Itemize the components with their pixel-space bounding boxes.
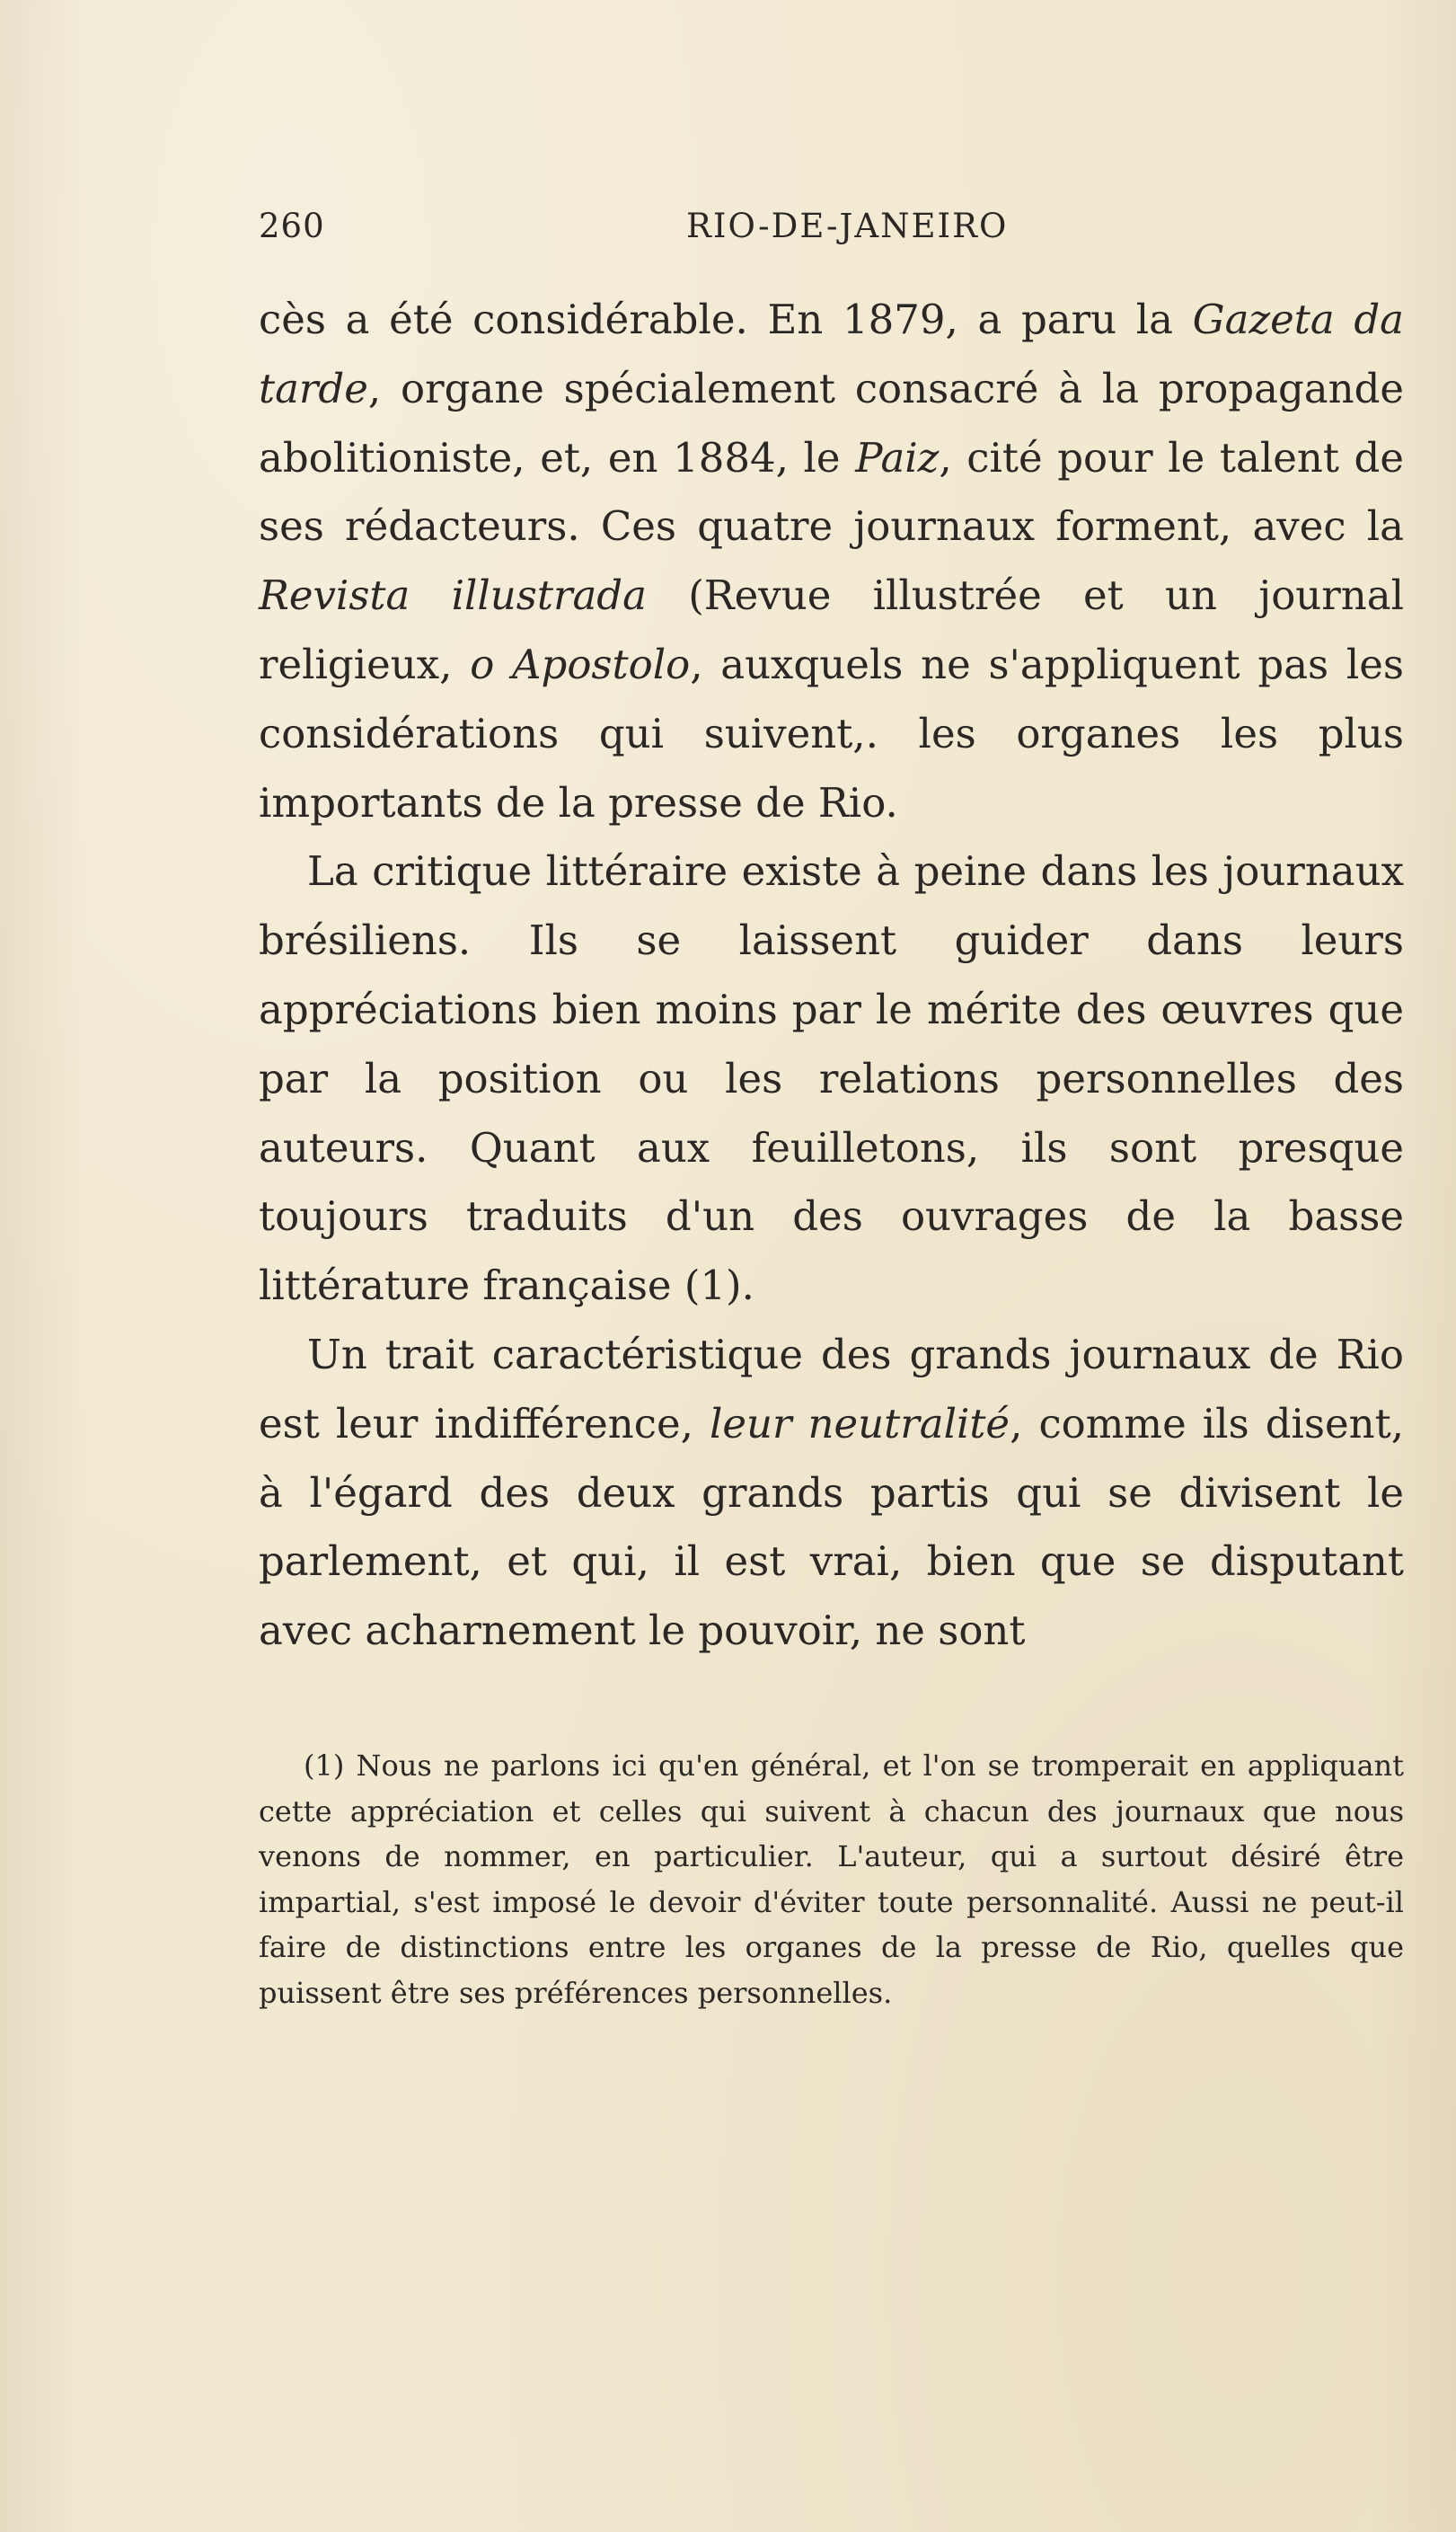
paragraph-1-text-5: , auxquels ne s'appliquent pas les considérations qui suivent,. les organes les plus importants de la presse de Rio. xyxy=(259,640,1404,827)
paragraph-1-text-3: , cité pour le talent de ses rédacteurs. Ces quatre journaux forment, avec la xyxy=(259,433,1404,551)
title-o-apostolo: o Apostolo xyxy=(470,640,691,688)
paragraph-1-text-4: (Revue illustrée et un journal religieux, xyxy=(259,571,1404,688)
title-gazeta-da-tarde: Gazeta da tarde xyxy=(259,296,1404,412)
title-revista-illustrada: Revista illustrada xyxy=(259,571,647,620)
body-text xyxy=(259,286,1404,1666)
phrase-leur-neutralite: leur neutralité xyxy=(709,1399,1010,1447)
title-paiz: Paiz xyxy=(855,433,940,482)
paragraph-1 xyxy=(259,286,1404,837)
paragraph-3-text-1: Un trait caractéristique des grands journaux de Rio est leur indifférence, xyxy=(259,1330,1404,1447)
paragraph-3-text-2: , comme ils disent, à l'égard des deux grands partis qui se divisent le parlement, et qui, il est vrai, bien que se disputant avec acharnement le pouvoir, ne sont xyxy=(259,1399,1405,1655)
paragraph-1-text-1: cès a été considérable. En 1879, a paru la xyxy=(259,296,1193,343)
running-title: RIO-DE-JANEIRO xyxy=(686,207,1009,245)
paragraph-2: La critique littéraire existe à peine dans les journaux brésiliens. Ils se laissent guider dans leurs appréciations bien moins par le mérite des œuvres que par la position ou les relations personnelles des auteurs. Quant aux feuilletons, ils sont presque toujours traduits d'un des ouvrages de la basse littérature française (1). xyxy=(259,847,1404,1310)
paragraph-1-text-2: , organe spécialement consacré à la propagande abolitioniste, et, en 1884, le xyxy=(259,364,1404,482)
footnote: (1) Nous ne parlons ici qu'en général, et l'on se tromperait en appliquant cette appréciation et celles qui suivent à chacun des journaux que nous venons de nommer, en particulier. L'auteur, qui a surtout désiré être impartial, s'est imposé le devoir d'éviter toute personnalité. Aussi ne peut-il faire de distinctions entre les organes de la presse de Rio, quelles que puissent être ses préférences personnelles. xyxy=(259,1748,1404,2010)
running-head xyxy=(259,199,1404,253)
paragraph-3 xyxy=(259,1321,1404,1666)
page-number: 260 xyxy=(259,207,325,245)
